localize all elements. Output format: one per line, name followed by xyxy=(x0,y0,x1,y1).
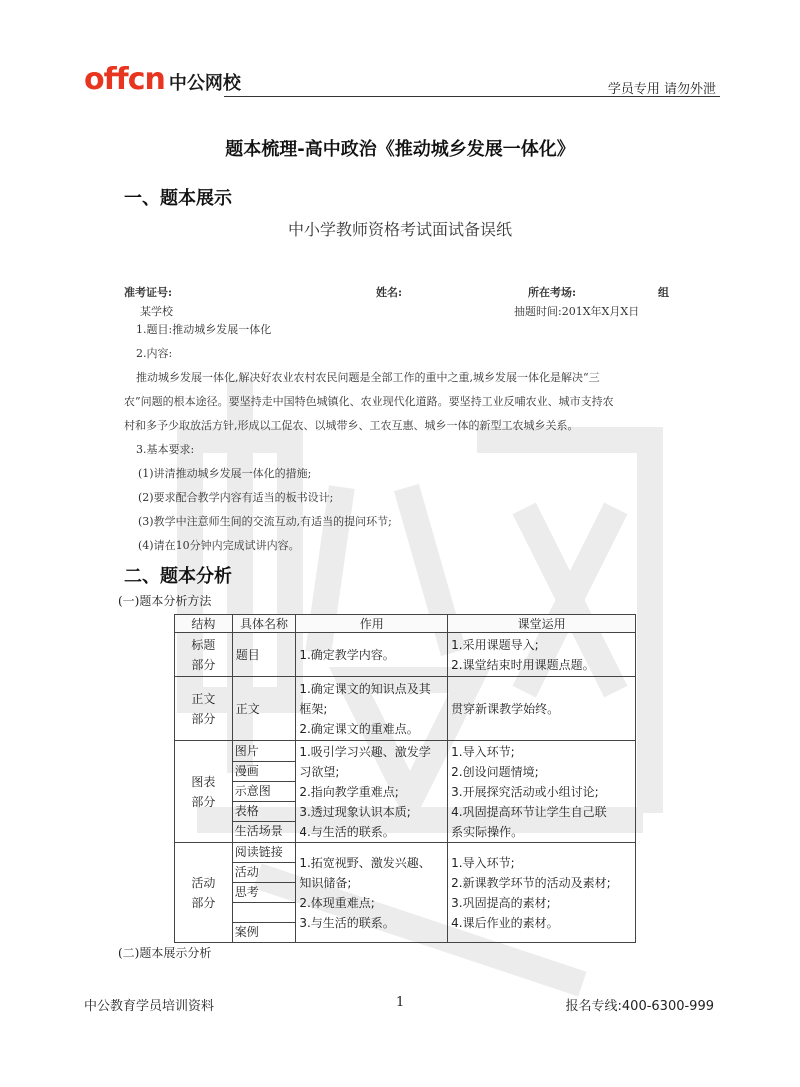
document-title: 题本梳理-高中政治《推动城乡发展一体化》 xyxy=(225,139,575,160)
table-row xyxy=(175,843,636,943)
exam-item-2: 2.内容: xyxy=(136,347,173,360)
exam-item-1: 1.题目:推动城乡发展一体化 xyxy=(136,323,272,336)
exam-room-label: 所在考场: xyxy=(528,286,577,299)
footer-hotline: 报名专线:400-6300-999 xyxy=(565,999,714,1014)
subsection-1-title: (一)题本分析方法 xyxy=(118,594,212,608)
section-1-title: 一、题本展示 xyxy=(124,188,232,209)
exam-content-line-3: 村和多予少取放活方针,形成以工促农、以城带乡、工农互惠、城乡一体的新型工农城乡关系。 xyxy=(124,419,579,432)
row1-usage: 1.采用课题导入; 2.课堂结束时用课题点题。 xyxy=(448,633,636,677)
logo-cn-text: 中公网校 xyxy=(168,73,241,94)
header-name: 具体名称 xyxy=(232,615,296,633)
subsection-2-title: (二)题本展示分析 xyxy=(118,946,212,960)
row1-structure: 标题 部分 xyxy=(175,633,233,677)
header-role: 作用 xyxy=(296,615,448,633)
header-structure: 结构 xyxy=(175,615,233,633)
header-usage: 课堂运用 xyxy=(448,615,636,633)
analysis-method-table xyxy=(174,614,636,943)
row3-usage: 1.导入环节; 2.创设问题情境; 3.开展探究活动或小组讨论; 4.巩固提高环节让学生自己联 系实际操作。 xyxy=(448,741,636,843)
section-2-title: 二、题本分析 xyxy=(124,566,232,587)
header-tag: 学员专用 请勿外泄 xyxy=(607,82,716,97)
exam-id-label: 准考证号: xyxy=(124,286,173,299)
exam-item-3: 3.基本要求: xyxy=(136,443,195,456)
exam-requirement-2: (2)要求配合教学内容有适当的板书设计; xyxy=(138,491,334,504)
table-row xyxy=(175,741,636,843)
row4-names: 阅读链接 活动 思考 案例 xyxy=(232,843,296,943)
exam-requirement-4: (4)请在10分钟内完成试讲内容。 xyxy=(138,539,300,552)
row2-role: 1.确定课文的知识点及其 框架; 2.确定课文的重难点。 xyxy=(296,677,448,741)
row3-role: 1.吸引学习兴趣、激发学 习欲望; 2.指向教学重难点; 3.透过现象认识本质; 4.与生活的联系。 xyxy=(296,741,448,843)
table-row xyxy=(175,677,636,741)
footer-left: 中公教育学员培训资料 xyxy=(84,999,215,1014)
exam-requirement-1: (1)讲清推动城乡发展一体化的措施; xyxy=(138,467,312,480)
row4-structure: 活动 部分 xyxy=(175,843,233,943)
exam-draw-time: 抽题时间:201X年X月X日 xyxy=(514,305,640,318)
row3-names: 图片 漫画 示意图 表格 生活场景 xyxy=(232,741,296,843)
logo-offcn-text: offcn xyxy=(84,62,165,97)
row2-structure: 正文 部分 xyxy=(175,677,233,741)
exam-paper-title: 中小学教师资格考试面试备误纸 xyxy=(287,220,512,239)
row4-role: 1.拓宽视野、激发兴趣、 知识储备; 2.体现重难点; 3.与生活的联系。 xyxy=(296,843,448,943)
exam-content-line-1: 推动城乡发展一体化,解决好农业农村农民问题是全部工作的重中之重,城乡发展一体化是解决“三 xyxy=(136,371,600,384)
table-header-row xyxy=(175,615,636,633)
row1-role: 1.确定教学内容。 xyxy=(296,633,448,677)
row4-usage: 1.导入环节; 2.新课教学环节的活动及素材; 3.巩固提高的素材; 4.课后作业的素材。 xyxy=(448,843,636,943)
row2-usage: 贯穿新课教学始终。 xyxy=(448,677,636,741)
row1-name: 题目 xyxy=(232,633,296,677)
exam-group-label: 组 xyxy=(658,286,669,299)
row2-name: 正文 xyxy=(232,677,296,741)
page-number: 1 xyxy=(396,995,405,1010)
offcn-logo xyxy=(84,62,241,97)
table-row xyxy=(175,633,636,677)
exam-name-label: 姓名: xyxy=(376,286,403,299)
exam-content-line-2: 农”问题的根本途径。要坚持走中国特色城镇化、农业现代化道路。要坚持工业反哺农业、城市支持农 xyxy=(124,395,614,408)
exam-school: 某学校 xyxy=(140,305,173,318)
exam-requirement-3: (3)教学中注意师生间的交流互动,有适当的提问环节; xyxy=(138,515,392,528)
row3-structure: 图表 部分 xyxy=(175,741,233,843)
